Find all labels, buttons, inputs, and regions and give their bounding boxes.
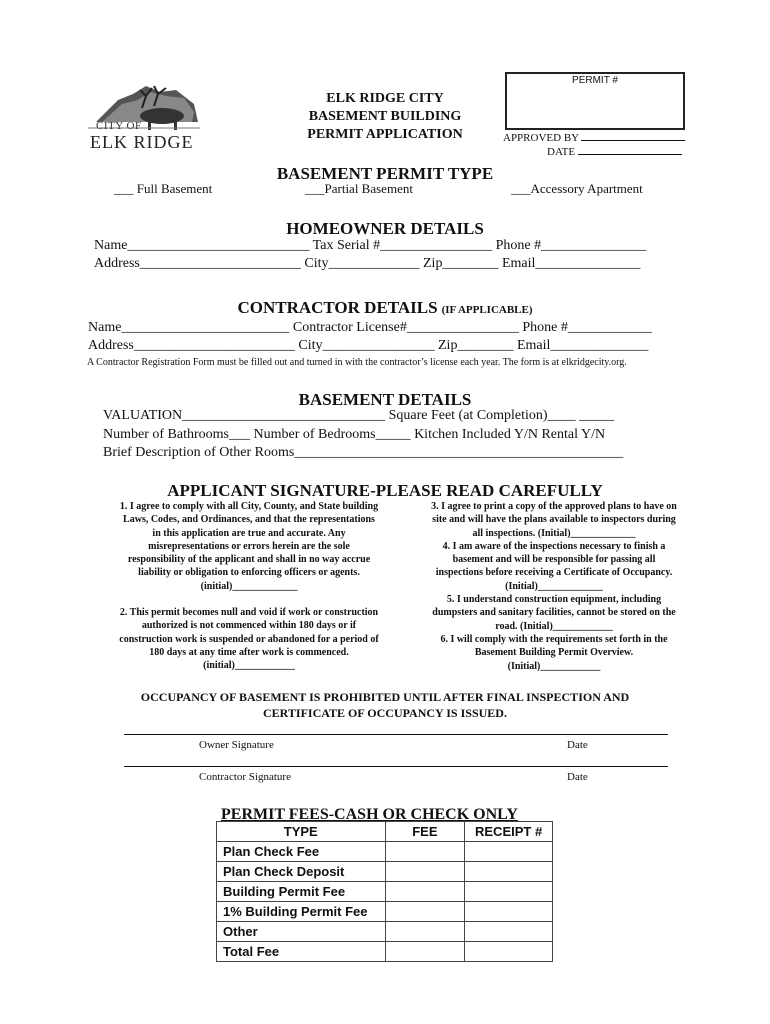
agreement-2-line: authorized is not commenced within 180 days or if: [141, 620, 357, 632]
occupancy-notice-line-2: CERTIFICATE OF OCCUPANCY IS ISSUED.: [263, 706, 507, 720]
fee-amount-cell[interactable]: [385, 922, 465, 942]
table-row: [217, 922, 553, 942]
homeowner-row-2[interactable]: Address_______________________ City_____________ Zip________ Email_______________: [94, 256, 641, 271]
fee-type-plan-check-deposit: Plan Check Deposit: [217, 862, 386, 882]
contractor-signature-line[interactable]: [124, 766, 668, 767]
fee-amount-cell[interactable]: [385, 942, 465, 962]
contractor-heading-text: CONTRACTOR DETAILS: [237, 298, 438, 317]
occupancy-notice: [0, 689, 770, 721]
agreement-right-line: 6. I will comply with the requirements set forth in the: [440, 633, 668, 645]
logo-city-of: CITY OF: [96, 120, 142, 132]
approved-by-line: [581, 128, 685, 141]
homeowner-heading: HOMEOWNER DETAILS: [286, 219, 484, 238]
option-full-basement[interactable]: ___ Full Basement: [114, 181, 213, 196]
fee-receipt-cell[interactable]: [465, 842, 553, 862]
fee-type-other: Other: [217, 922, 386, 942]
fee-amount-cell[interactable]: [385, 842, 465, 862]
applicant-signature-heading: APPLICANT SIGNATURE-PLEASE READ CAREFULLY: [167, 481, 603, 500]
fees-col-type: TYPE: [217, 822, 386, 842]
agreement-items-3-6: [408, 500, 700, 673]
table-row: [217, 842, 553, 862]
approval-date-line: [578, 142, 682, 155]
contractor-heading: [0, 298, 770, 318]
fees-header-row: [217, 822, 553, 842]
fees-col-fee: FEE: [385, 822, 465, 842]
permit-fees-table: [216, 821, 553, 962]
table-row: [217, 862, 553, 882]
agreement-right-line: dumpsters and sanitary facilities, cannot be stored on the: [432, 607, 676, 619]
agreement-1-line: in this application are true and accurate. Any: [152, 527, 346, 539]
agreement-item-2: [98, 606, 400, 672]
title-line-1: ELK RIDGE CITY: [326, 91, 444, 106]
basement-details-heading: BASEMENT DETAILS: [298, 390, 472, 409]
owner-signature-line[interactable]: [124, 734, 668, 735]
agreement-right-line: basement and will be responsible for passing all: [452, 554, 656, 566]
fee-amount-cell[interactable]: [385, 882, 465, 902]
basement-row-rooms[interactable]: Number of Bathrooms___ Number of Bedrooms_____ Kitchen Included Y/N Rental Y/N: [103, 427, 606, 442]
contractor-date-label: Date: [567, 771, 588, 783]
agreement-2-line: construction work is suspended or abandoned for a period of: [119, 633, 379, 645]
contractor-heading-suffix: (IF APPLICABLE): [441, 304, 533, 316]
permit-number-label: PERMIT #: [572, 75, 618, 86]
fee-type-total: Total Fee: [217, 942, 386, 962]
fee-receipt-cell[interactable]: [465, 902, 553, 922]
agreement-2-line: 180 days at any time after work is commenced.: [149, 646, 349, 658]
fee-amount-cell[interactable]: [385, 862, 465, 882]
form-title: [290, 90, 480, 144]
fees-col-receipt: RECEIPT #: [465, 822, 553, 842]
permit-fees-heading: PERMIT FEES-CASH OR CHECK ONLY: [221, 806, 518, 823]
agreement-1-line: Laws, Codes, and Ordinances, and that the representations: [123, 514, 375, 526]
city-logo: [88, 82, 200, 154]
agreement-2-initial[interactable]: (initial)____________: [203, 660, 295, 672]
agreement-5-initial[interactable]: road. (Initial)____________: [495, 620, 613, 632]
agreement-2-line: 2. This permit becomes null and void if work or construction: [119, 607, 379, 618]
approval-date-field[interactable]: [547, 142, 682, 158]
permit-type-heading: BASEMENT PERMIT TYPE: [276, 164, 494, 183]
contractor-registration-note: A Contractor Registration Form must be filled out and turned in with the contractor’s license each year. The form is at elkridgecity.org.: [87, 357, 627, 368]
agreement-3-initial[interactable]: all inspections. (Initial)_____________: [472, 527, 636, 539]
contractor-row-2[interactable]: Address_______________________ City________________ Zip________ Email______________: [88, 338, 649, 353]
fee-type-plan-check: Plan Check Fee: [217, 842, 386, 862]
fee-receipt-cell[interactable]: [465, 862, 553, 882]
title-line-2: BASEMENT BUILDING: [308, 109, 462, 124]
agreement-4-initial[interactable]: (Initial)_____________: [505, 580, 603, 592]
occupancy-notice-line-1: OCCUPANCY OF BASEMENT IS PROHIBITED UNTIL AFTER FINAL INSPECTION AND: [140, 690, 630, 704]
fee-type-1pct-building-permit: 1% Building Permit Fee: [217, 902, 386, 922]
fee-receipt-cell[interactable]: [465, 882, 553, 902]
agreement-right-line: 4. I am aware of the inspections necessary to finish a: [442, 540, 666, 552]
fee-type-building-permit: Building Permit Fee: [217, 882, 386, 902]
agreement-6-initial[interactable]: (Initial)____________: [507, 660, 601, 672]
owner-signature-label: Owner Signature: [199, 739, 274, 751]
approval-date-label: DATE: [547, 146, 576, 158]
logo-name: ELK RIDGE: [90, 132, 194, 152]
table-row: [217, 942, 553, 962]
homeowner-row-1[interactable]: Name__________________________ Tax Serial #________________ Phone #_______________: [94, 238, 647, 253]
fee-receipt-cell[interactable]: [465, 922, 553, 942]
option-partial-basement[interactable]: ___Partial Basement: [305, 181, 413, 196]
fee-amount-cell[interactable]: [385, 902, 465, 922]
agreement-right-line: 5. I understand construction equipment, including: [446, 594, 662, 606]
basement-row-valuation[interactable]: VALUATION_____________________________ Square Feet (at Completion)____ _____: [103, 408, 615, 423]
agreement-1-line: misrepresentations or errors herein are the sole: [148, 540, 350, 552]
contractor-signature-label: Contractor Signature: [199, 771, 291, 783]
approved-by-label: APPROVED BY: [503, 132, 579, 144]
agreement-right-line: inspections before receiving a Certificate of Occupancy.: [435, 567, 673, 579]
table-row: [217, 882, 553, 902]
agreement-1-initial[interactable]: (initial)_____________: [200, 580, 298, 592]
agreement-1-line: liability or obligation to enforcing officers or agents.: [138, 567, 360, 579]
agreement-1-line: 1. I agree to comply with all City, County, and State building: [119, 501, 379, 512]
agreement-1-line: responsibility of the applicant and shall in no way accrue: [127, 554, 371, 566]
agreement-right-line: 3. I agree to print a copy of the approved plans to have on: [431, 501, 677, 512]
agreement-right-line: site and will have the plans available to inspectors during: [432, 514, 676, 526]
agreement-item-1: [98, 500, 400, 593]
title-line-3: PERMIT APPLICATION: [307, 127, 463, 142]
fee-receipt-cell[interactable]: [465, 942, 553, 962]
owner-date-label: Date: [567, 739, 588, 751]
option-accessory-apartment[interactable]: ___Accessory Apartment: [511, 181, 643, 196]
agreement-right-line: Basement Building Permit Overview.: [474, 647, 634, 659]
table-row: [217, 902, 553, 922]
contractor-row-1[interactable]: Name________________________ Contractor License#________________ Phone #____________: [88, 320, 652, 335]
basement-row-description[interactable]: Brief Description of Other Rooms_______________________________________________: [103, 445, 624, 460]
